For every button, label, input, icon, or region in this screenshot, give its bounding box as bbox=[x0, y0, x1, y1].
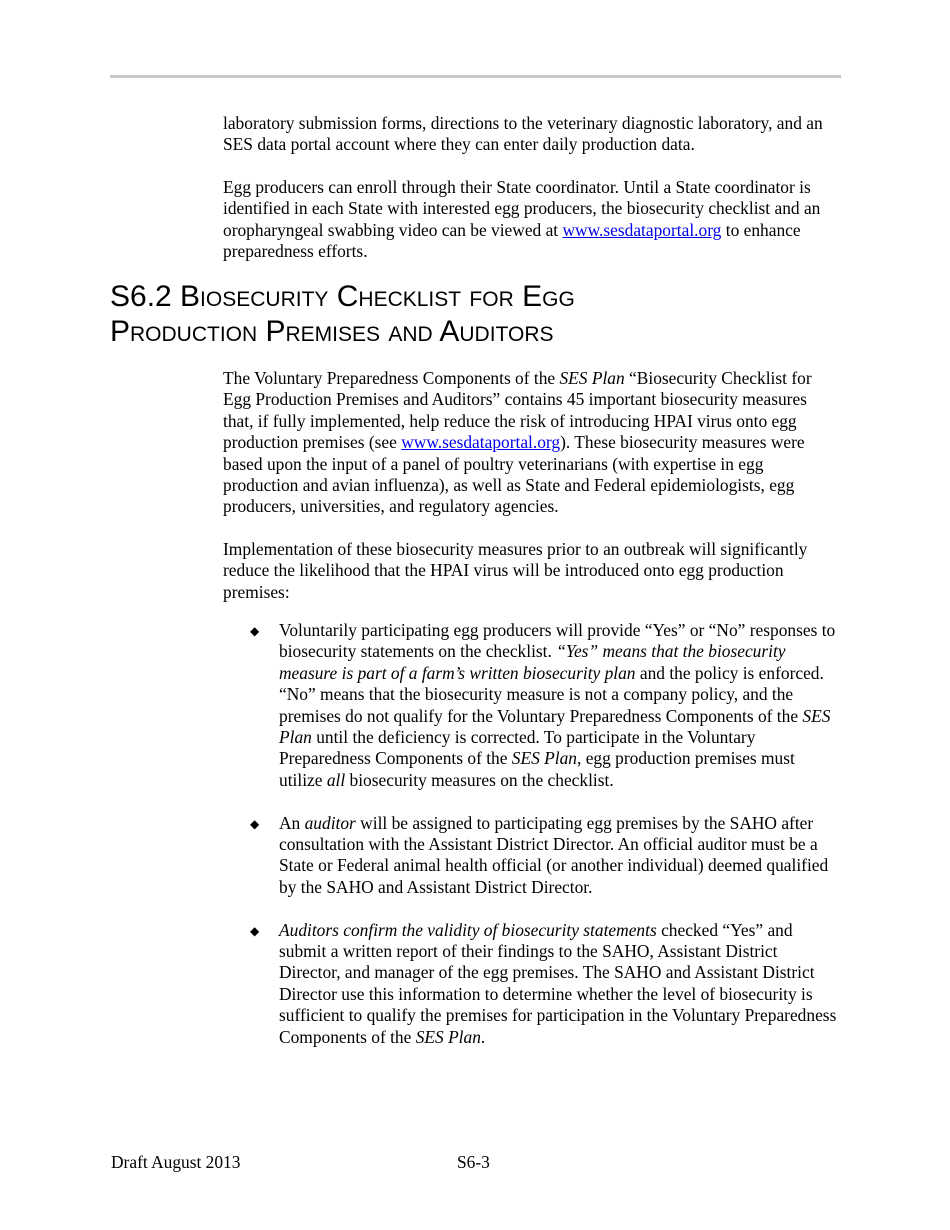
ses-plan-italic: SES Plan bbox=[415, 1026, 481, 1047]
heading-line-1: S6.2 Biosecurity Checklist for Egg bbox=[110, 280, 575, 313]
footer-page-number: S6-3 bbox=[457, 1152, 490, 1172]
ses-plan-italic: SES Plan bbox=[559, 368, 625, 388]
section-body bbox=[223, 368, 841, 603]
intro-paragraph-1: laboratory submission forms, directions to the veterinary diagnostic laboratory, and an SES data portal account where they can enter daily production data. bbox=[223, 113, 823, 155]
text-span: and the policy is enforced. “No” means that the biosecurity measure is not a company policy, and the premises do not qualify for the Voluntary Preparedness Components of the bbox=[279, 662, 824, 726]
text-span: checked “Yes” and submit a written report of their findings to the SAHO, Assistant District Director, and manager of the egg premises. The SAHO and Assistant District Director use this information to determine whether the level of biosecurity is sufficient to qualify the premises for participation in the Voluntary Preparedness Components of the bbox=[279, 919, 837, 1047]
intro-block bbox=[223, 113, 841, 262]
text-span: biosecurity measures on the checklist. bbox=[345, 769, 614, 790]
list-item bbox=[250, 620, 842, 791]
sesdataportal-link[interactable]: www.sesdataportal.org bbox=[562, 219, 722, 240]
bullet-list bbox=[250, 620, 842, 1069]
text-span: “Biosecurity Checklist for Egg Production Premises and Auditors” contains 45 important biosecurity measures that, if fully implemented, help reduce the risk of introducing HPAI virus onto egg production premises (see bbox=[223, 368, 812, 453]
section-paragraph-2: Implementation of these biosecurity measures prior to an outbreak will significantly reduce the likelihood that the HPAI virus will be introduced onto egg production premises: bbox=[223, 538, 808, 602]
text-span: will be assigned to participating egg premises by the SAHO after consultation with the Assistant District Director. An official auditor must be a State or Federal animal health official (or another individual) deemed qualified by the SAHO and Assistant District Director. bbox=[279, 812, 829, 897]
diamond-bullet-icon: ◆ bbox=[250, 816, 260, 831]
text-span: , egg production premises must utilize bbox=[279, 748, 795, 790]
section-heading bbox=[110, 279, 850, 349]
italic-span: Auditors confirm the validity of biosecurity statements bbox=[279, 919, 657, 940]
text-span: to enhance preparedness efforts. bbox=[223, 219, 801, 262]
ses-plan-italic: SES Plan bbox=[279, 705, 831, 748]
list-item bbox=[250, 920, 842, 1048]
text-span: The Voluntary Preparedness Components of the bbox=[223, 368, 560, 388]
text-span: ). These biosecurity measures were based upon the input of a panel of poultry veterinarians (with expertise in egg production and avian influenza), as well as State and Federal epidemiologists, egg producers, universities, and regulatory agencies. bbox=[223, 432, 805, 517]
sesdataportal-link[interactable]: www.sesdataportal.org bbox=[401, 432, 561, 453]
text-span: Egg producers can enroll through their State coordinator. Until a State coordinator is identified in each State with interested egg producers, the biosecurity checklist and an oropharyngeal swabbing video can be viewed at bbox=[223, 176, 821, 240]
text-span: . bbox=[480, 1026, 486, 1047]
text-span: An bbox=[279, 812, 305, 833]
footer-draft-date: Draft August 2013 bbox=[111, 1152, 241, 1172]
ses-plan-italic: SES Plan bbox=[511, 748, 578, 769]
diamond-bullet-icon: ◆ bbox=[250, 923, 260, 938]
italic-span: all bbox=[326, 769, 346, 790]
italic-span: “Yes” means that the biosecurity measure is part of a farm’s written biosecurity plan bbox=[279, 641, 786, 683]
italic-span: auditor bbox=[304, 812, 356, 833]
list-item bbox=[250, 813, 842, 899]
intro-paragraph-2 bbox=[223, 177, 841, 263]
header-rule bbox=[110, 75, 841, 78]
text-span: Voluntarily participating egg producers will provide “Yes” or “No” responses to biosecurity statements on the checklist. bbox=[279, 620, 836, 662]
diamond-bullet-icon: ◆ bbox=[250, 624, 260, 638]
text-span: until the deficiency is corrected. To participate in the Voluntary Preparedness Components of the bbox=[279, 727, 756, 769]
section-paragraph-1 bbox=[223, 368, 841, 518]
heading-line-2: Production Premises and Auditors bbox=[110, 315, 554, 348]
